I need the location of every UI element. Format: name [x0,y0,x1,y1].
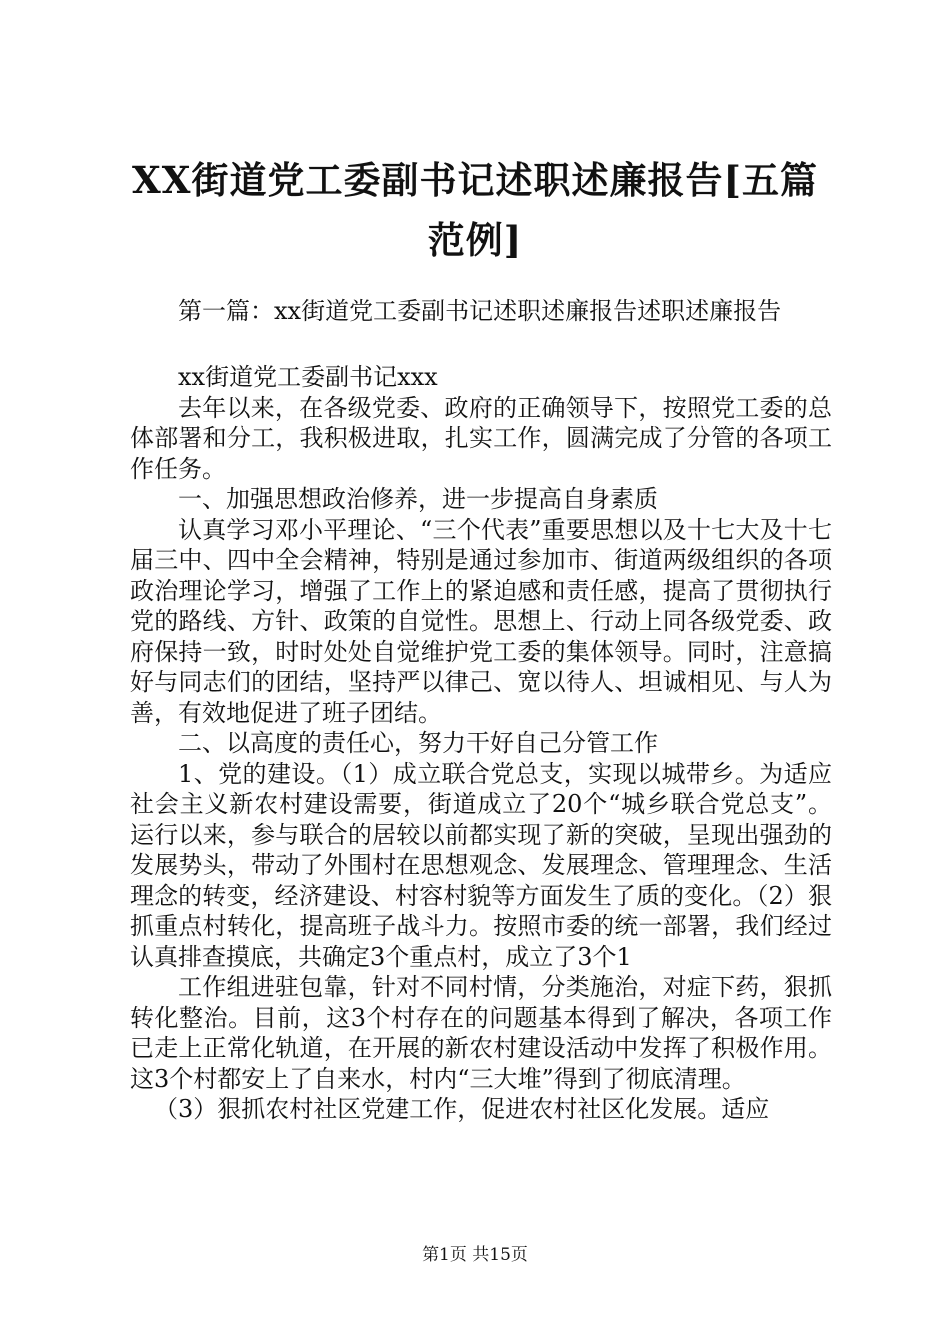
subtitle: 第一篇：xx街道党工委副书记述职述廉报告述职述廉报告 [178,297,782,325]
paragraph-intro: 去年以来，在各级党委、政府的正确领导下，按照党工委的总体部署和分工，我积极进取，扎实工作，圆满完成了分管的各项工作任务。 [130,393,832,483]
document-title: XX街道党工委副书记述职述廉报告[五篇范例] [132,158,818,262]
subtitle-block [130,296,832,327]
page-number: 第1页 共15页 [422,1245,528,1265]
author-line: xx街道党工委副书记xxx [178,363,438,391]
paragraph-4: （3）狠抓农村社区党建工作，促进农村社区化发展。适应 [154,1095,770,1123]
paragraph-1: 认真学习邓小平理论、“三个代表”重要思想以及十七大及十七届三中、四中全会精神，特别是通过参加市、街道两级组织的各项政治理论学习，增强了工作上的紧迫感和责任感，提高了贯彻执行党的路线、方针、政策的自觉性。思想上、行动上同各级党委、政府保持一致，时时处处自觉维护党工委的集体领导。同时，注意搞好与同志们的团结，坚持严以律己、宽以待人、坦诚相见、与人为善，有效地促进了班子团结。 [130,515,832,727]
section-heading-1: 一、加强思想政治修养，进一步提高自身素质 [178,485,658,513]
paragraph-2: 1、党的建设。（1）成立联合党总支，实现以城带乡。为适应社会主义新农村建设需要，街道成立了20个“城乡联合党总支”。运行以来，参与联合的居较以前都实现了新的突破，呈现出强劲的发展势头，带动了外围村在思想观念、发展理念、管理理念、生活理念的转变，经济建设、村容村貌等方面发生了质的变化。（2）狠抓重点村转化，提高班子战斗力。按照市委的统一部署，我们经过认真排查摸底，共确定3个重点村，成立了3个1 [130,759,832,971]
paragraph-3: 工作组进驻包靠，针对不同村情，分类施治，对症下药，狠抓转化整治。目前，这3个村存在的问题基本得到了解决，各项工作已走上正常化轨道，在开展的新农村建设活动中发挥了积极作用。这3个村都安上了自来水，村内“三大堆”得到了彻底清理。 [130,973,832,1093]
document-body [130,362,832,1125]
section-heading-2: 二、以高度的责任心，努力干好自己分管工作 [178,729,658,757]
